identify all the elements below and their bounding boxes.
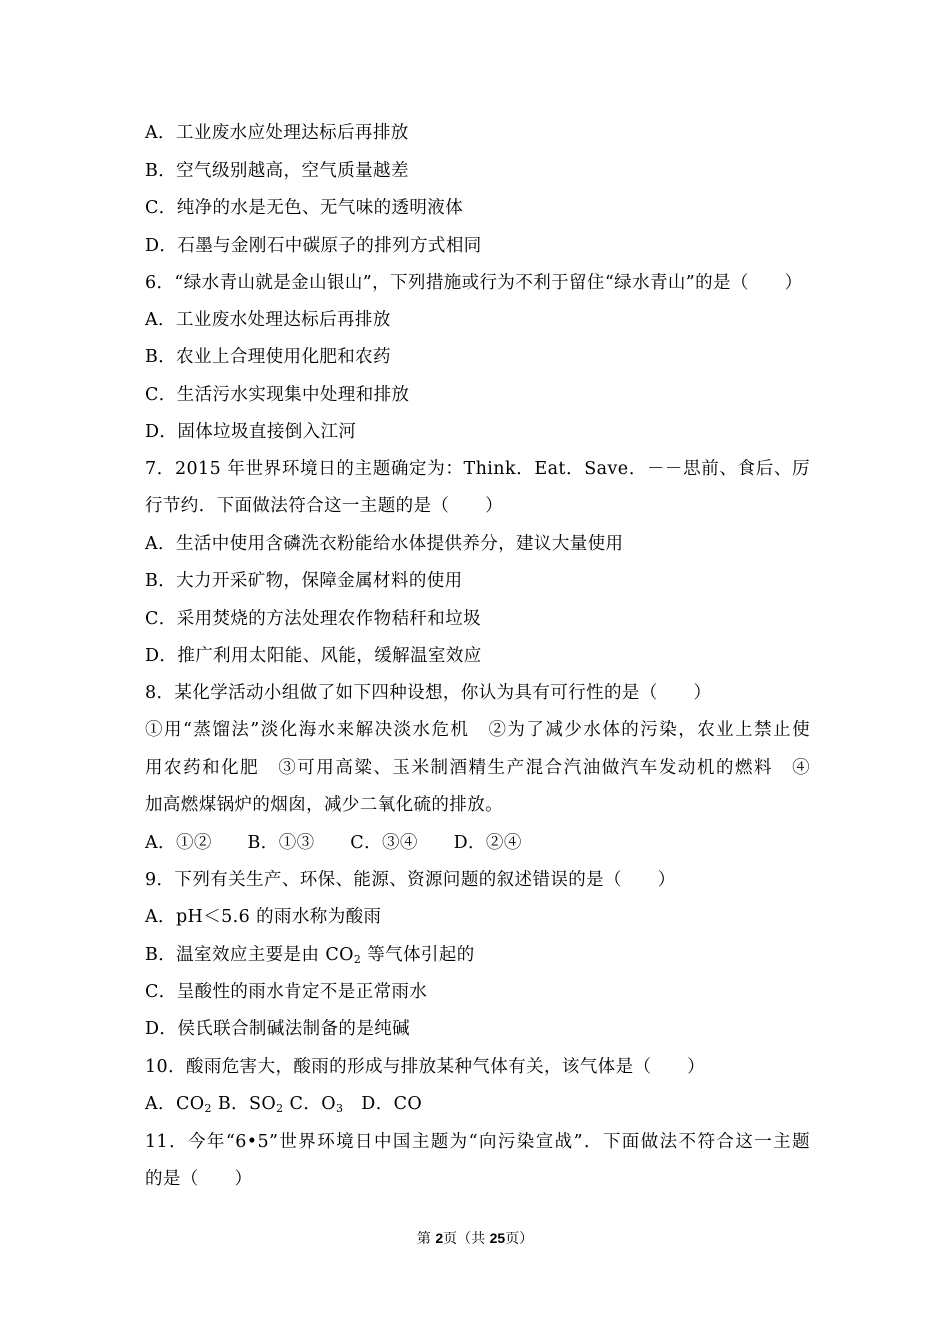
q9-option-d: D．侯氏联合制碱法制备的是纯碱 xyxy=(145,1019,411,1039)
q5-option-c: C．纯净的水是无色、无气味的透明液体 xyxy=(145,198,464,218)
q8-body-line-2: 用农药和化肥 ③可用高粱、玉米制酒精生产混合汽油做汽车发动机的燃料 ④ xyxy=(145,758,810,778)
q7-stem-line-1: 7．2015 年世界环境日的主题确定为：Think．Eat．Save．－－思前、食后、厉 xyxy=(145,459,810,479)
q10-option-b-subscript: 2 xyxy=(276,1102,284,1115)
q7-option-c: C．采用焚烧的方法处理农作物秸秆和垃圾 xyxy=(145,609,481,629)
q10-option-c-subscript: 3 xyxy=(335,1102,344,1115)
q10-options xyxy=(145,1092,810,1116)
q9-option-c: C．呈酸性的雨水肯定不是正常雨水 xyxy=(145,982,428,1002)
q7-stem-line-2: 行节约．下面做法符合这一主题的是（ ） xyxy=(145,496,503,516)
q10-option-d: D．CO xyxy=(343,1094,423,1114)
q10-option-a-subscript: 2 xyxy=(204,1102,212,1115)
q6-option-b: B．农业上合理使用化肥和农药 xyxy=(145,347,391,367)
footer-page-number: 2 xyxy=(435,1230,444,1246)
q8-body-line-1: ①用“蒸馏法”淡化海水来解决淡水危机 ②为了减少水体的污染，农业上禁止使 xyxy=(145,720,810,740)
q8-stem: 8．某化学活动小组做了如下四种设想，你认为具有可行性的是（ ） xyxy=(145,683,712,703)
q9-option-b-text: B．温室效应主要是由 CO xyxy=(145,945,354,965)
q7-option-b: B．大力开采矿物，保障金属材料的使用 xyxy=(145,571,463,591)
q6-option-a: A．工业废水处理达标后再排放 xyxy=(145,310,391,330)
q5-option-a: A．工业废水应处理达标后再排放 xyxy=(145,123,409,143)
q7-option-d: D．推广利用太阳能、风能，缓解温室效应 xyxy=(145,646,482,666)
q11-stem-line-1: 11．今年“6•5”世界环境日中国主题为“向污染宣战”．下面做法不符合这一主题 xyxy=(145,1132,810,1152)
page-footer xyxy=(0,1228,950,1249)
q5-option-d: D．石墨与金刚石中碳原子的排列方式相同 xyxy=(145,236,482,256)
q10-option-b: B．SO xyxy=(211,1094,277,1114)
q6-stem: 6．“绿水青山就是金山银山”，下列措施或行为不利于留住“绿水青山”的是（ ） xyxy=(145,273,803,293)
q9-option-a: A．pH＜5.6 的雨水称为酸雨 xyxy=(145,907,382,927)
q10-option-c: C．O xyxy=(283,1094,336,1114)
footer-prefix: 第 xyxy=(416,1231,436,1247)
q8-options: A．①② B．①③ C．③④ D．②④ xyxy=(145,833,522,853)
q10-option-a: A．CO xyxy=(145,1094,205,1114)
q6-option-d: D．固体垃圾直接倒入江河 xyxy=(145,422,357,442)
footer-total-pages: 25 xyxy=(489,1230,506,1246)
q7-option-a: A．生活中使用含磷洗衣粉能给水体提供养分，建议大量使用 xyxy=(145,534,624,554)
q6-option-c: C．生活污水实现集中处理和排放 xyxy=(145,385,410,405)
q10-stem: 10．酸雨危害大，酸雨的形成与排放某种气体有关，该气体是（ ） xyxy=(145,1057,706,1077)
q9-option-b xyxy=(145,943,810,967)
q9-option-b-tail: 等气体引起的 xyxy=(361,945,475,965)
q8-body-line-3: 加高燃煤锅炉的烟囱，减少二氧化硫的排放。 xyxy=(145,795,503,815)
q9-option-b-subscript: 2 xyxy=(353,953,362,966)
footer-middle: 页（共 xyxy=(443,1231,490,1247)
q11-stem-line-2: 的是（ ） xyxy=(145,1169,253,1189)
q5-option-b: B．空气级别越高，空气质量越差 xyxy=(145,161,409,181)
footer-suffix: 页） xyxy=(505,1231,534,1247)
q9-stem: 9．下列有关生产、环保、能源、资源问题的叙述错误的是（ ） xyxy=(145,870,676,890)
